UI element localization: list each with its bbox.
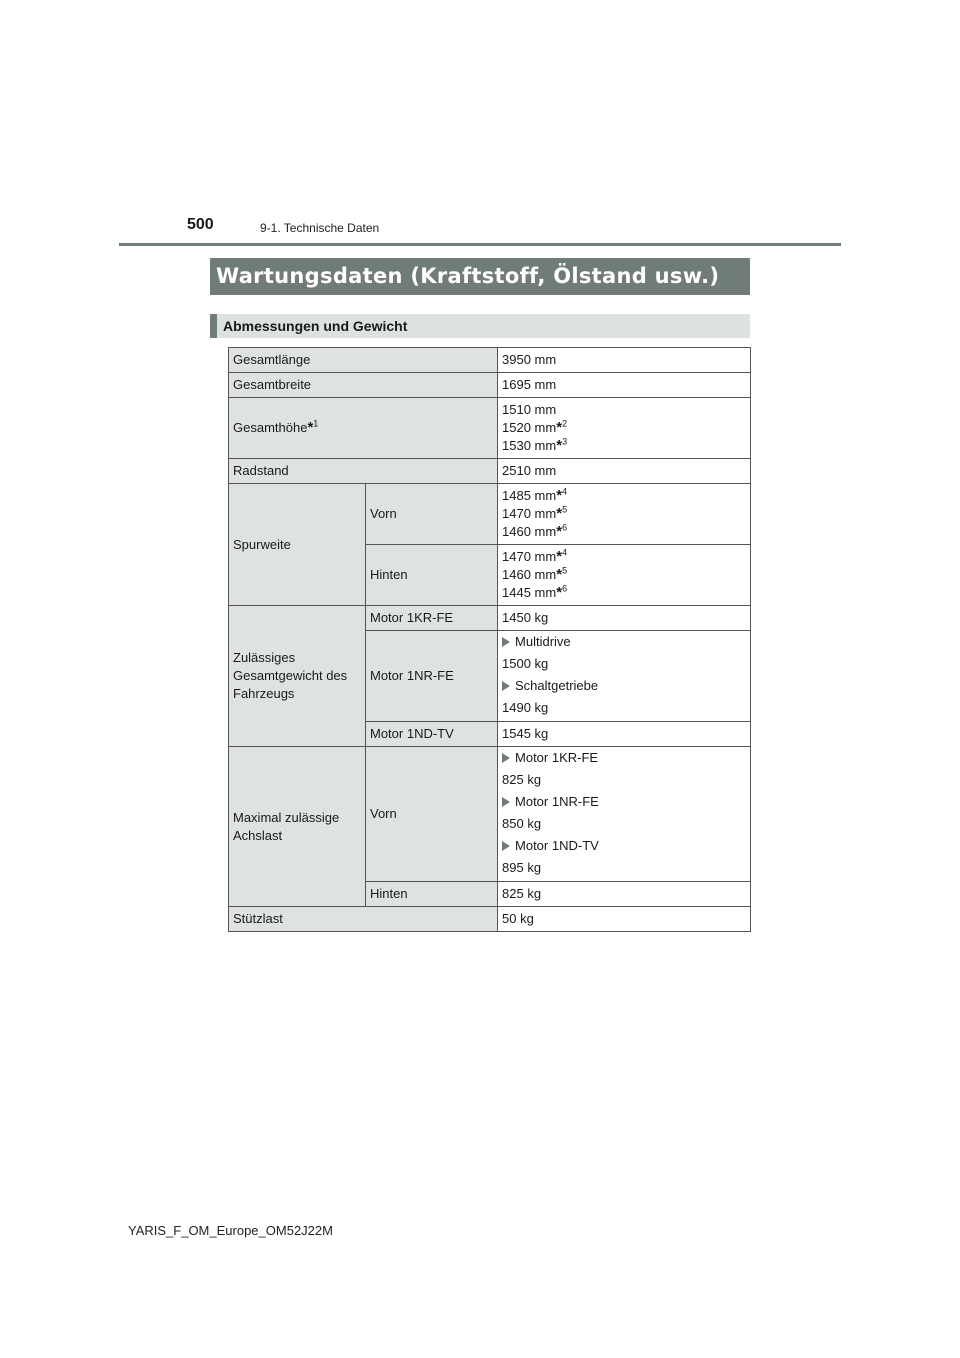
- footnote-asterisk: *: [307, 419, 314, 436]
- bullet-value: 1490 kg: [502, 700, 549, 715]
- section-label: 9-1. Technische Daten: [260, 221, 380, 235]
- footnote-number: 4: [562, 547, 568, 558]
- value-line: [502, 487, 746, 505]
- sub-label: Motor 1NR-FE: [366, 631, 498, 722]
- bullet-line: [502, 749, 746, 767]
- table-row: [229, 459, 751, 484]
- table-row: [229, 348, 751, 373]
- row-value: 2510 mm: [498, 459, 751, 484]
- value-line: [502, 523, 746, 541]
- footnote-asterisk: *: [556, 584, 563, 601]
- value-line: [502, 419, 746, 437]
- table-row: [229, 606, 751, 631]
- footnote-asterisk: *: [556, 487, 563, 504]
- sub-label: Motor 1KR-FE: [366, 606, 498, 631]
- row-label: Spurweite: [229, 484, 366, 606]
- triangle-bullet-icon: [502, 797, 510, 807]
- table-row: [229, 373, 751, 398]
- table-row: [229, 747, 751, 882]
- value-line: [502, 437, 746, 455]
- row-label: [229, 398, 498, 459]
- row-value: [498, 545, 751, 606]
- row-value: 825 kg: [498, 882, 751, 907]
- value-text: 1470 mm: [502, 549, 557, 564]
- sub-label: Hinten: [366, 882, 498, 907]
- header-rule: [119, 243, 841, 246]
- footnote-asterisk: *: [556, 437, 563, 454]
- row-value: [498, 631, 751, 722]
- row-value: [498, 747, 751, 882]
- table-row: [229, 484, 751, 545]
- bullet-line: [502, 837, 746, 855]
- sub-label: Vorn: [366, 747, 498, 882]
- footnote-number: 1: [313, 418, 319, 429]
- row-value: 1545 kg: [498, 722, 751, 747]
- dimensions-weight-table: [228, 347, 751, 932]
- sub-label: Vorn: [366, 484, 498, 545]
- document-code-footer: YARIS_F_OM_Europe_OM52J22M: [128, 1223, 333, 1238]
- value-line: [502, 505, 746, 523]
- bullet-line: [502, 677, 746, 695]
- row-value: [498, 484, 751, 545]
- bullet-value: 825 kg: [502, 772, 542, 787]
- value-text: 1470 mm: [502, 506, 557, 521]
- footnote-number: 6: [562, 522, 568, 533]
- triangle-bullet-icon: [502, 841, 510, 851]
- row-label: Stützlast: [229, 907, 498, 932]
- bullet-line: [502, 793, 746, 811]
- bullet-text: Motor 1ND-TV: [515, 838, 599, 853]
- table-row: [229, 907, 751, 932]
- footnote-asterisk: *: [556, 548, 563, 565]
- footnote-number: 6: [562, 583, 568, 594]
- page-number: 500: [187, 216, 214, 233]
- triangle-bullet-icon: [502, 753, 510, 763]
- value-line: [502, 401, 746, 419]
- row-value: 1450 kg: [498, 606, 751, 631]
- triangle-bullet-icon: [502, 637, 510, 647]
- bullet-line: [502, 633, 746, 651]
- bullet-text: Schaltgetriebe: [515, 678, 599, 693]
- bullet-value: 1500 kg: [502, 656, 549, 671]
- value-text: 1520 mm: [502, 420, 557, 435]
- bullet-text: Motor 1KR-FE: [515, 750, 599, 765]
- value-text: 1445 mm: [502, 585, 557, 600]
- row-value: 1695 mm: [498, 373, 751, 398]
- bullet-value: 895 kg: [502, 860, 542, 875]
- value-line: [502, 584, 746, 602]
- sub-label: Hinten: [366, 545, 498, 606]
- bullet-text: Motor 1NR-FE: [515, 794, 599, 809]
- footnote-number: 2: [562, 418, 568, 429]
- row-label: Gesamtlänge: [229, 348, 498, 373]
- footnote-asterisk: *: [556, 523, 563, 540]
- sub-label: Motor 1ND-TV: [366, 722, 498, 747]
- bullet-text: Multidrive: [515, 634, 571, 649]
- value-text: 1485 mm: [502, 488, 557, 503]
- triangle-bullet-icon: [502, 681, 510, 691]
- row-value: 50 kg: [498, 907, 751, 932]
- row-label: Maximal zulässige Achslast: [229, 747, 366, 907]
- footnote-asterisk: *: [556, 566, 563, 583]
- section-subtitle: Abmessungen und Gewicht: [210, 314, 750, 338]
- footnote-number: 4: [562, 486, 568, 497]
- footnote-asterisk: *: [556, 419, 563, 436]
- value-text: 1460 mm: [502, 524, 557, 539]
- row-value: 3950 mm: [498, 348, 751, 373]
- value-line: [502, 548, 746, 566]
- value-text: 1460 mm: [502, 567, 557, 582]
- row-label: Gesamtbreite: [229, 373, 498, 398]
- footnote-asterisk: *: [556, 505, 563, 522]
- table-row: [229, 398, 751, 459]
- footnote-number: 3: [562, 436, 568, 447]
- value-line: [502, 566, 746, 584]
- value-text: 1530 mm: [502, 438, 557, 453]
- row-value: [498, 398, 751, 459]
- footnote-number: 5: [562, 504, 568, 515]
- footnote-number: 5: [562, 565, 568, 576]
- bullet-value: 850 kg: [502, 816, 542, 831]
- label-text: Gesamthöhe: [233, 420, 308, 435]
- page-title: Wartungsdaten (Kraftstoff, Ölstand usw.): [210, 258, 750, 295]
- row-label: Radstand: [229, 459, 498, 484]
- value-text: 1510 mm: [502, 402, 557, 417]
- row-label: Zulässiges Gesamtgewicht des Fahrzeugs: [229, 606, 366, 747]
